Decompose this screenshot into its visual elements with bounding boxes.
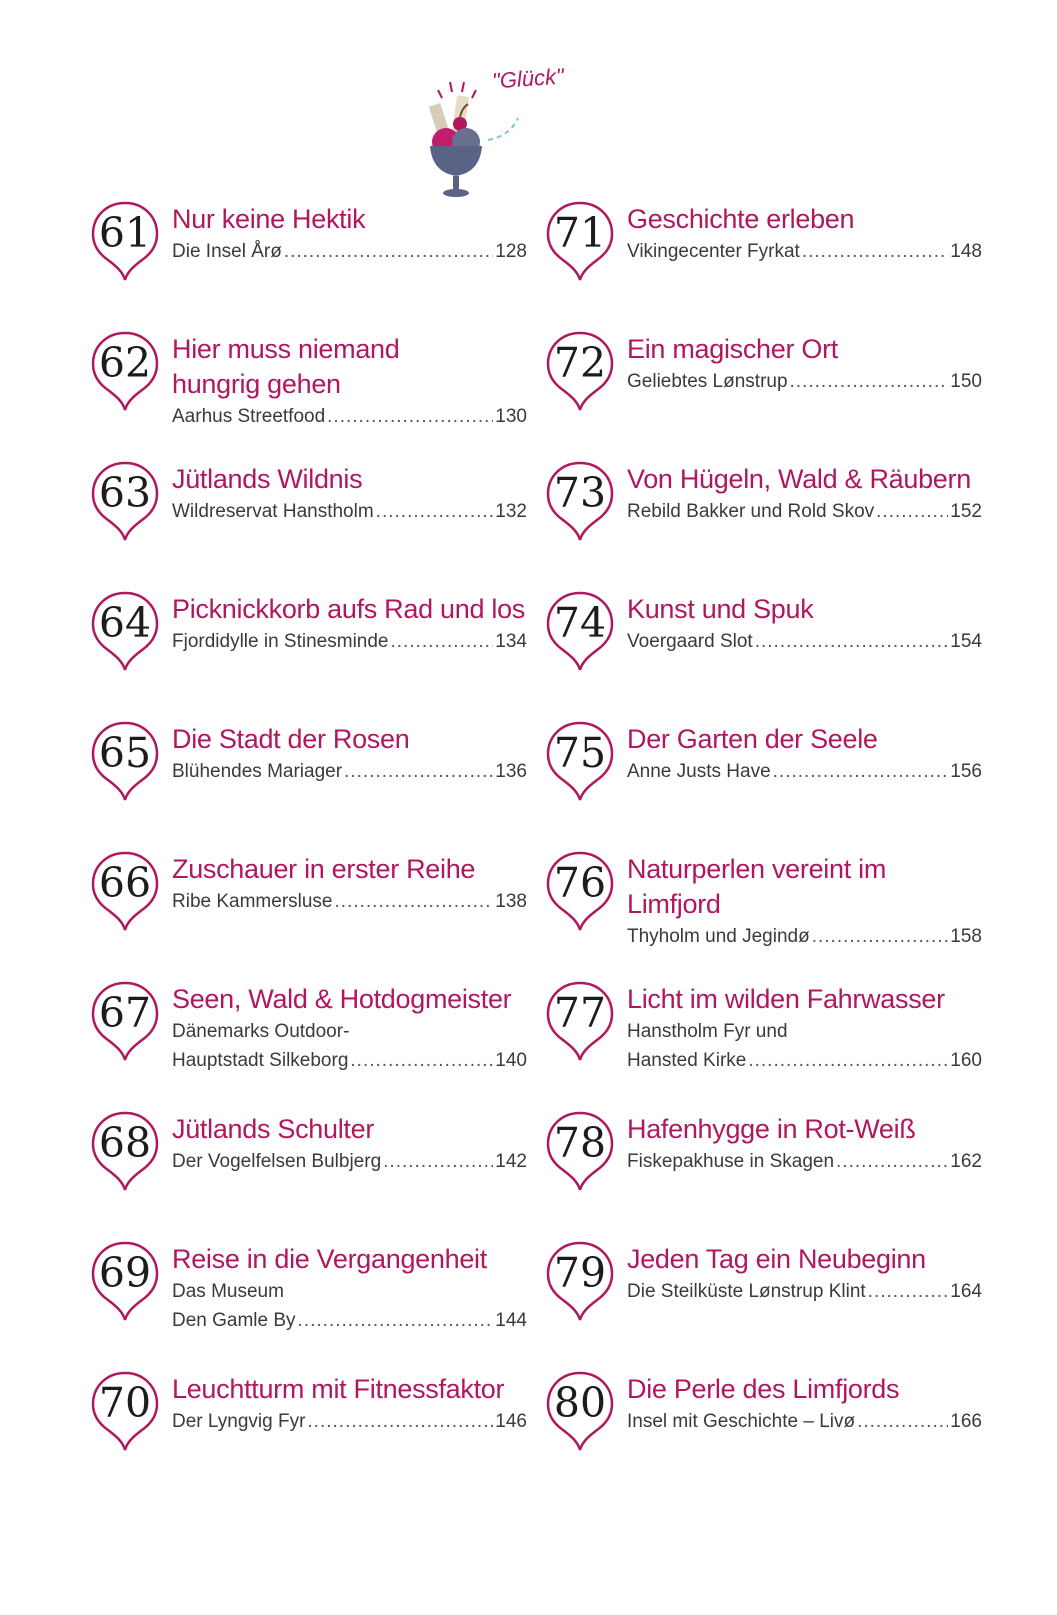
dot-leader	[344, 757, 493, 786]
map-pin-icon	[545, 1370, 615, 1454]
page-number: 156	[950, 761, 982, 782]
page-number: 154	[950, 631, 982, 652]
entry-leader-line	[627, 1407, 982, 1436]
entry-number: 66	[98, 859, 152, 907]
dot-leader	[383, 1147, 493, 1176]
entry-subtitle: Hansted Kirke	[627, 1050, 747, 1071]
entry-text	[627, 202, 982, 266]
entry-title: Reise in die Vergangenheit	[172, 1244, 487, 1274]
entry-title: Nur keine Hektik	[172, 204, 366, 234]
entry-text	[627, 1242, 982, 1306]
entry-subtitle: Den Gamle By	[172, 1310, 296, 1331]
entry-subtitle: Das Museum	[172, 1281, 284, 1302]
entry-text	[627, 852, 982, 951]
dot-leader	[335, 887, 494, 916]
map-pin-icon	[90, 590, 160, 674]
entry-text	[627, 982, 982, 1075]
entry-number: 63	[98, 469, 152, 517]
entry-subtitle: Vikingecenter Fyrkat	[627, 241, 800, 262]
entry-text	[172, 1112, 527, 1176]
entry-title: Geschichte erleben	[627, 204, 855, 234]
entry-leader-line	[627, 1147, 982, 1176]
entry-title: Der Garten der Seele	[627, 724, 878, 754]
page-number: 134	[495, 631, 527, 652]
entry-number: 73	[553, 469, 607, 517]
entry-leader-line	[627, 922, 982, 951]
page-number: 138	[495, 891, 527, 912]
entry-title: Hafenhygge in Rot-Weiß	[627, 1114, 916, 1144]
entry-title: hungrig gehen	[172, 369, 341, 399]
entry-title: Jütlands Schulter	[172, 1114, 375, 1144]
dot-leader	[350, 1046, 493, 1075]
entry-title: Die Stadt der Rosen	[172, 724, 410, 754]
entry-leader-line	[172, 627, 527, 656]
entry-number: 68	[98, 1119, 152, 1167]
dot-leader	[836, 1147, 948, 1176]
entry-leader-line	[627, 627, 982, 656]
entry-leader-line	[172, 497, 527, 526]
entry-text	[627, 332, 982, 396]
entry-text	[172, 852, 527, 916]
entry-title: Von Hügeln, Wald & Räubern	[627, 464, 971, 494]
dot-leader	[298, 1306, 494, 1335]
entry-title: Kunst und Spuk	[627, 594, 814, 624]
entry-leader-line	[172, 1407, 527, 1436]
dot-leader	[802, 237, 948, 266]
page-number: 136	[495, 761, 527, 782]
entry-leader-line	[172, 1046, 527, 1075]
map-pin-icon	[545, 330, 615, 414]
entry-leader-line	[172, 1306, 527, 1335]
entry-leader-line	[172, 1147, 527, 1176]
entry-number: 78	[553, 1119, 607, 1167]
map-pin-icon	[90, 720, 160, 804]
dot-leader	[790, 367, 949, 396]
entry-leader-line	[172, 757, 527, 786]
entry-subtitle: Die Insel Årø	[172, 241, 282, 262]
entry-leader-line	[172, 237, 527, 266]
dot-leader	[868, 1277, 949, 1306]
map-pin-icon	[90, 1370, 160, 1454]
entry-text	[172, 722, 527, 786]
page-number: 142	[495, 1151, 527, 1172]
dot-leader	[307, 1407, 493, 1436]
entry-title: Zuschauer in erster Reihe	[172, 854, 476, 884]
map-pin-icon	[90, 460, 160, 544]
entry-number: 74	[553, 599, 607, 647]
entry-number: 69	[98, 1249, 152, 1297]
entry-subtitle: Blühendes Mariager	[172, 761, 343, 782]
entry-leader-line	[627, 237, 982, 266]
map-pin-icon	[90, 330, 160, 414]
entry-title: Naturperlen vereint im	[627, 854, 887, 884]
map-pin-icon	[545, 590, 615, 674]
entry-subtitle: Hauptstadt Silkeborg	[172, 1050, 349, 1071]
entry-subtitle: Die Steilküste Lønstrup Klint	[627, 1281, 866, 1302]
entry-subtitle: Voergaard Slot	[627, 631, 753, 652]
ice-cream-cup-icon	[420, 60, 580, 210]
entry-text	[627, 462, 982, 526]
entry-title: Licht im wilden Fahrwasser	[627, 984, 945, 1014]
page-number: 150	[950, 371, 982, 392]
entry-text	[172, 592, 527, 656]
entry-title: Die Perle des Limfjords	[627, 1374, 900, 1404]
entry-subtitle: Wildreservat Hanstholm	[172, 501, 374, 522]
entry-subtitle: Der Lyngvig Fyr	[172, 1411, 306, 1432]
entry-number: 61	[98, 209, 152, 257]
entry-number: 72	[553, 339, 607, 387]
entry-text	[172, 462, 527, 526]
entry-title: Hier muss niemand	[172, 334, 400, 364]
dot-leader	[748, 1046, 948, 1075]
page-number: 162	[950, 1151, 982, 1172]
page-number: 140	[495, 1050, 527, 1071]
entry-text	[627, 722, 982, 786]
page-number: 164	[950, 1281, 982, 1302]
map-pin-icon	[90, 850, 160, 934]
dot-leader	[773, 757, 949, 786]
entry-leader-line	[627, 757, 982, 786]
entry-subtitle: Fiskepakhuse in Skagen	[627, 1151, 835, 1172]
entry-number: 70	[98, 1379, 152, 1427]
map-pin-icon	[545, 850, 615, 934]
entry-subtitle: Aarhus Streetfood	[172, 406, 326, 427]
entry-leader-line	[172, 887, 527, 916]
entry-text	[172, 1242, 527, 1335]
page-number: 148	[950, 241, 982, 262]
page-number: 128	[495, 241, 527, 262]
entry-number: 79	[553, 1249, 607, 1297]
entry-title: Jeden Tag ein Neubeginn	[627, 1244, 926, 1274]
dot-leader	[755, 627, 949, 656]
map-pin-icon	[545, 1110, 615, 1194]
map-pin-icon	[545, 200, 615, 284]
page-number: 158	[950, 926, 982, 947]
entry-number: 71	[553, 209, 607, 257]
entry-number: 62	[98, 339, 152, 387]
map-pin-icon	[545, 460, 615, 544]
entry-number: 80	[553, 1379, 607, 1427]
map-pin-icon	[545, 1240, 615, 1324]
page-number: 160	[950, 1050, 982, 1071]
map-pin-icon	[545, 980, 615, 1064]
entry-title: Limfjord	[627, 889, 721, 919]
page-number: 130	[495, 406, 527, 427]
entry-number: 76	[553, 859, 607, 907]
entry-text	[172, 332, 527, 431]
entry-subtitle: Dänemarks Outdoor-	[172, 1021, 350, 1042]
entry-text	[172, 982, 527, 1075]
entry-leader-line	[627, 1277, 982, 1306]
entry-number: 65	[98, 729, 152, 777]
page-number: 132	[495, 501, 527, 522]
entry-subtitle: Der Vogelfelsen Bulbjerg	[172, 1151, 382, 1172]
entry-text	[627, 1112, 982, 1176]
entry-text	[627, 592, 982, 656]
entry-number: 64	[98, 599, 152, 647]
entry-title: Ein magischer Ort	[627, 334, 838, 364]
entry-subtitle: Geliebtes Lønstrup	[627, 371, 788, 392]
dot-leader	[876, 497, 948, 526]
entry-leader-line	[627, 497, 982, 526]
page-number: 166	[950, 1411, 982, 1432]
entry-subtitle: Thyholm und Jegindø	[627, 926, 810, 947]
entry-text	[627, 1372, 982, 1436]
entry-leader-line	[172, 402, 527, 431]
entry-title: Leuchtturm mit Fitnessfaktor	[172, 1374, 505, 1404]
dot-leader	[284, 237, 493, 266]
map-pin-icon	[90, 1240, 160, 1324]
map-pin-icon	[90, 980, 160, 1064]
map-pin-icon	[90, 200, 160, 284]
page-number: 144	[495, 1310, 527, 1331]
entry-subtitle: Ribe Kammersluse	[172, 891, 333, 912]
entry-leader-line	[627, 367, 982, 396]
entry-title: Jütlands Wildnis	[172, 464, 363, 494]
entry-subtitle: Insel mit Geschichte – Livø	[627, 1411, 856, 1432]
dot-leader	[376, 497, 494, 526]
glueck-label: "Glück"	[491, 63, 565, 94]
entry-title: Seen, Wald & Hotdogmeister	[172, 984, 512, 1014]
entry-title: Picknickkorb aufs Rad und los	[172, 594, 525, 624]
dot-leader	[857, 1407, 948, 1436]
entry-text	[172, 202, 527, 266]
map-pin-icon	[545, 720, 615, 804]
entry-leader-line	[627, 1046, 982, 1075]
dot-leader	[327, 402, 493, 431]
map-pin-icon	[90, 1110, 160, 1194]
entry-number: 75	[553, 729, 607, 777]
page-number: 146	[495, 1411, 527, 1432]
entry-subtitle: Rebild Bakker und Rold Skov	[627, 501, 875, 522]
entry-subtitle: Hanstholm Fyr und	[627, 1021, 788, 1042]
entry-subtitle: Fjordidylle in Stinesminde	[172, 631, 389, 652]
entry-number: 67	[98, 989, 152, 1037]
dot-leader	[812, 922, 949, 951]
entry-subtitle: Anne Justs Have	[627, 761, 771, 782]
page-number: 152	[950, 501, 982, 522]
dot-leader	[391, 627, 494, 656]
entry-number: 77	[553, 989, 607, 1037]
entry-text	[172, 1372, 527, 1436]
